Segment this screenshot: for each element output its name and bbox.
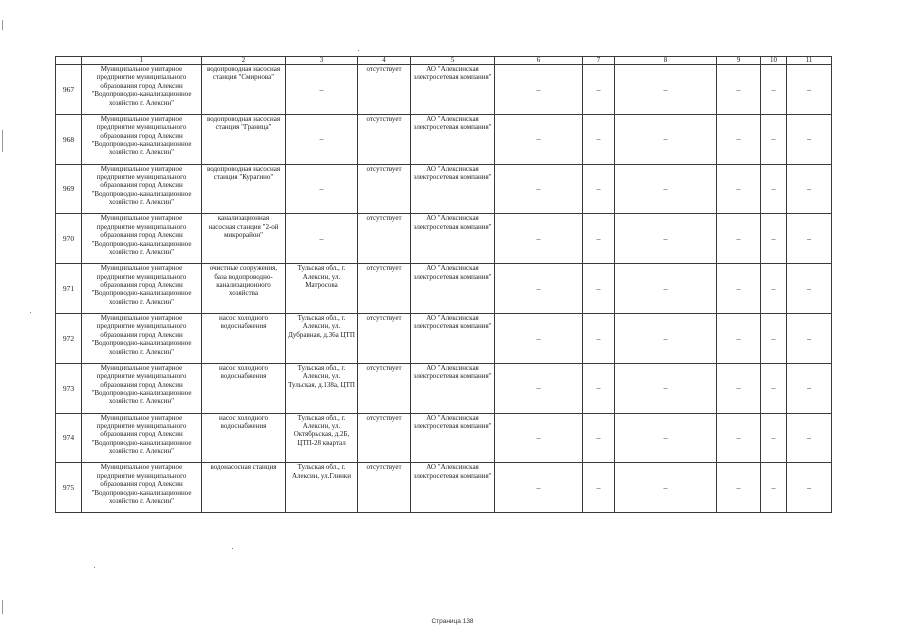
- address-cell: –: [286, 214, 358, 264]
- header-cell: 2: [202, 57, 286, 65]
- row-number: 975: [56, 463, 82, 513]
- col10-cell: –: [761, 114, 787, 164]
- registry-table: [55, 56, 832, 513]
- col8-cell: –: [615, 164, 717, 214]
- status-cell: отсутствует: [358, 463, 411, 513]
- col8-cell: –: [615, 65, 717, 115]
- supplier-cell: АО "Алексинская электросетевая компания": [411, 463, 495, 513]
- header-cell: 10: [761, 57, 787, 65]
- header-cell: 6: [495, 57, 583, 65]
- col6-cell: –: [495, 413, 583, 463]
- address-cell: –: [286, 65, 358, 115]
- col9-cell: –: [717, 413, 761, 463]
- object-cell: водопроводная насосная станция "Граница": [202, 114, 286, 164]
- row-number: 972: [56, 313, 82, 363]
- table-row: [56, 214, 832, 264]
- header-row: [56, 57, 832, 65]
- supplier-cell: АО "Алексинская электросетевая компания": [411, 264, 495, 314]
- status-cell: отсутствует: [358, 164, 411, 214]
- col9-cell: –: [717, 264, 761, 314]
- col11-cell: –: [787, 214, 832, 264]
- col7-cell: –: [583, 164, 615, 214]
- col8-cell: –: [615, 114, 717, 164]
- table-row: [56, 114, 832, 164]
- address-cell: Тульская обл., г. Алексин, ул. Октябрьская, д.2Б, ЦТП-28 квартал: [286, 413, 358, 463]
- supplier-cell: АО "Алексинская электросетевая компания": [411, 363, 495, 413]
- col7-cell: –: [583, 264, 615, 314]
- row-number: 969: [56, 164, 82, 214]
- header-cell: 8: [615, 57, 717, 65]
- col9-cell: –: [717, 363, 761, 413]
- page-number: Страница 138: [431, 618, 474, 625]
- col10-cell: –: [761, 164, 787, 214]
- col7-cell: –: [583, 413, 615, 463]
- row-number: 971: [56, 264, 82, 314]
- col8-cell: –: [615, 264, 717, 314]
- table-row: [56, 313, 832, 363]
- owner-cell: Муниципальное унитарное предприятие муниципального образования город Алексин "Водопроводно-канализационное хозяйство г. Алексин": [82, 214, 202, 264]
- object-cell: водопроводная насосная станция "Смирнова": [202, 65, 286, 115]
- object-cell: водонасосная станция: [202, 463, 286, 513]
- col11-cell: –: [787, 65, 832, 115]
- supplier-cell: АО "Алексинская электросетевая компания": [411, 65, 495, 115]
- supplier-cell: АО "Алексинская электросетевая компания": [411, 214, 495, 264]
- col6-cell: –: [495, 65, 583, 115]
- col10-cell: –: [761, 313, 787, 363]
- owner-cell: Муниципальное унитарное предприятие муниципального образования город Алексин "Водопроводно-канализационное хозяйство г. Алексин": [82, 164, 202, 214]
- status-cell: отсутствует: [358, 264, 411, 314]
- status-cell: отсутствует: [358, 114, 411, 164]
- col7-cell: –: [583, 363, 615, 413]
- supplier-cell: АО "Алексинская электросетевая компания": [411, 164, 495, 214]
- header-cell: 4: [358, 57, 411, 65]
- row-number: 970: [56, 214, 82, 264]
- col9-cell: –: [717, 164, 761, 214]
- scan-speck: [94, 567, 95, 568]
- status-cell: отсутствует: [358, 214, 411, 264]
- row-number: 973: [56, 363, 82, 413]
- header-cell: 1: [82, 57, 202, 65]
- scan-edge-mark: [2, 600, 3, 614]
- row-number: 974: [56, 413, 82, 463]
- scan-edge-mark: [2, 130, 3, 152]
- col6-cell: –: [495, 114, 583, 164]
- table-row: [56, 264, 832, 314]
- col6-cell: –: [495, 214, 583, 264]
- col11-cell: –: [787, 313, 832, 363]
- table-row: [56, 413, 832, 463]
- owner-cell: Муниципальное унитарное предприятие муниципального образования город Алексин "Водопроводно-канализационное хозяйство г. Алексин": [82, 114, 202, 164]
- address-cell: Тульская обл., г. Алексин, ул. Матросова: [286, 264, 358, 314]
- col8-cell: –: [615, 363, 717, 413]
- col11-cell: –: [787, 114, 832, 164]
- col7-cell: –: [583, 65, 615, 115]
- col11-cell: –: [787, 264, 832, 314]
- row-number: 967: [56, 65, 82, 115]
- col6-cell: –: [495, 164, 583, 214]
- row-number: 968: [56, 114, 82, 164]
- supplier-cell: АО "Алексинская электросетевая компания": [411, 313, 495, 363]
- table-row: [56, 65, 832, 115]
- col9-cell: –: [717, 463, 761, 513]
- status-cell: отсутствует: [358, 363, 411, 413]
- col6-cell: –: [495, 363, 583, 413]
- col8-cell: –: [615, 413, 717, 463]
- scan-speck: [30, 312, 31, 313]
- object-cell: очистные сооружения, база водопроводно-канализационного хозяйства: [202, 264, 286, 314]
- supplier-cell: АО "Алексинская электросетевая компания": [411, 114, 495, 164]
- object-cell: канализационная насосная станция "2-ой микрорайон": [202, 214, 286, 264]
- address-cell: Тульская обл., г. Алексин, ул. Тульская, д.138а, ЦТП: [286, 363, 358, 413]
- header-cell: 5: [411, 57, 495, 65]
- table-row: [56, 363, 832, 413]
- col9-cell: –: [717, 114, 761, 164]
- owner-cell: Муниципальное унитарное предприятие муниципального образования город Алексин "Водопроводно-канализационное хозяйство г. Алексин": [82, 463, 202, 513]
- owner-cell: Муниципальное унитарное предприятие муниципального образования город Алексин "Водопроводно-канализационное хозяйство г. Алексин": [82, 413, 202, 463]
- header-cell: 11: [787, 57, 832, 65]
- col6-cell: –: [495, 264, 583, 314]
- col7-cell: –: [583, 313, 615, 363]
- object-cell: насос холодного водоснабжения: [202, 413, 286, 463]
- supplier-cell: АО "Алексинская электросетевая компания": [411, 413, 495, 463]
- col8-cell: –: [615, 214, 717, 264]
- header-cell: 3: [286, 57, 358, 65]
- col7-cell: –: [583, 214, 615, 264]
- col7-cell: –: [583, 463, 615, 513]
- col11-cell: –: [787, 463, 832, 513]
- col9-cell: –: [717, 214, 761, 264]
- col10-cell: –: [761, 214, 787, 264]
- header-cell: 7: [583, 57, 615, 65]
- status-cell: отсутствует: [358, 413, 411, 463]
- col8-cell: –: [615, 463, 717, 513]
- header-cell: 9: [717, 57, 761, 65]
- scan-speck: [358, 50, 359, 51]
- col11-cell: –: [787, 413, 832, 463]
- table-row: [56, 463, 832, 513]
- object-cell: насос холодного водоснабжения: [202, 363, 286, 413]
- owner-cell: Муниципальное унитарное предприятие муниципального образования город Алексин "Водопроводно-канализационное хозяйство г. Алексин": [82, 264, 202, 314]
- table-body: [56, 65, 832, 513]
- col7-cell: –: [583, 114, 615, 164]
- col9-cell: –: [717, 65, 761, 115]
- owner-cell: Муниципальное унитарное предприятие муниципального образования город Алексин "Водопроводно-канализационное хозяйство г. Алексин": [82, 65, 202, 115]
- table-row: [56, 164, 832, 214]
- object-cell: водопроводная насосная станция "Курагино": [202, 164, 286, 214]
- address-cell: Тульская обл., г. Алексин, ул.Глинки: [286, 463, 358, 513]
- col10-cell: –: [761, 65, 787, 115]
- col11-cell: –: [787, 363, 832, 413]
- object-cell: насос холодного водоснабжения: [202, 313, 286, 363]
- scan-edge-mark: [2, 20, 3, 30]
- scan-speck: [232, 548, 233, 549]
- owner-cell: Муниципальное унитарное предприятие муниципального образования город Алексин "Водопроводно-канализационное хозяйство г. Алексин": [82, 363, 202, 413]
- address-cell: Тульская обл., г. Алексин, ул. Дубравная, д.36а ЦТП: [286, 313, 358, 363]
- owner-cell: Муниципальное унитарное предприятие муниципального образования город Алексин "Водопроводно-канализационное хозяйство г. Алексин": [82, 313, 202, 363]
- col10-cell: –: [761, 413, 787, 463]
- col10-cell: –: [761, 264, 787, 314]
- address-cell: –: [286, 164, 358, 214]
- col9-cell: –: [717, 313, 761, 363]
- col8-cell: –: [615, 313, 717, 363]
- col10-cell: –: [761, 363, 787, 413]
- address-cell: –: [286, 114, 358, 164]
- col11-cell: –: [787, 164, 832, 214]
- status-cell: отсутствует: [358, 65, 411, 115]
- col10-cell: –: [761, 463, 787, 513]
- header-cell-blank: [56, 57, 82, 65]
- status-cell: отсутствует: [358, 313, 411, 363]
- col6-cell: –: [495, 313, 583, 363]
- col6-cell: –: [495, 463, 583, 513]
